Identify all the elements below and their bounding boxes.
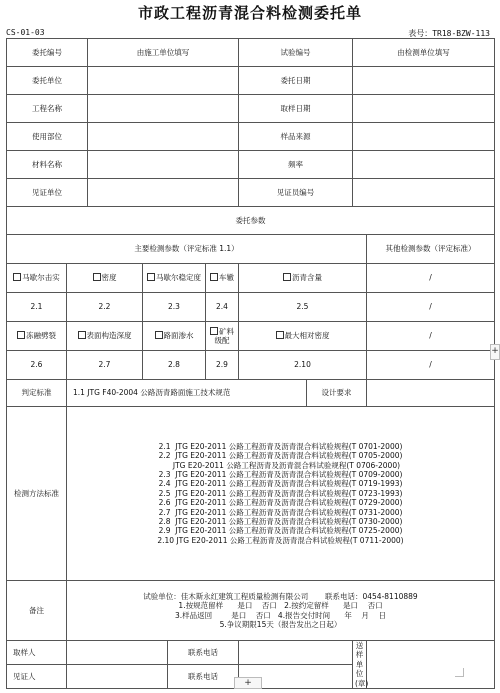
- sampling-date-value[interactable]: [353, 95, 495, 123]
- param-asphalt-content[interactable]: 沥青含量: [239, 264, 367, 293]
- param-code: 2.8: [143, 351, 206, 380]
- param-other-1: /: [367, 264, 495, 293]
- document-title: 市政工程沥青混合料检测委托单: [137, 4, 362, 22]
- notes-content: 试验单位：佳木斯永红建筑工程质量检测有限公司 联系电话：0454-8110889 1.按规范留样 是口 否口 2.按约定留样 是口 否口 3.样品返回 是口 否口 4.报告交付时间 年 月 日 5.争议期限15天（报告发出之日起）: [67, 581, 495, 641]
- sampler-phone-value[interactable]: [239, 641, 353, 665]
- commission-no-label: 委托编号: [7, 39, 88, 67]
- witness-value[interactable]: [67, 664, 168, 688]
- param-pavement-permeability[interactable]: 路面渗水: [143, 322, 206, 351]
- param-freeze-thaw-split[interactable]: 冻融劈裂: [7, 322, 67, 351]
- sampler-phone-label: 联系电话: [168, 641, 239, 665]
- material-name-value[interactable]: [88, 151, 239, 179]
- param-code: 2.4: [206, 293, 239, 322]
- checkbox[interactable]: [93, 273, 101, 281]
- param-code: 2.3: [143, 293, 206, 322]
- param-max-relative-density[interactable]: 最大相对密度: [239, 322, 367, 351]
- checkbox[interactable]: [210, 327, 218, 335]
- checkbox[interactable]: [17, 331, 25, 339]
- sampler-label: 取样人: [7, 641, 67, 665]
- checkbox[interactable]: [155, 331, 163, 339]
- witness-no-label: 见证员编号: [239, 179, 353, 207]
- commission-unit-label: 委托单位: [7, 67, 88, 95]
- param-marshall-compaction[interactable]: 马歇尔击实: [7, 264, 67, 293]
- witness-no-value[interactable]: [353, 179, 495, 207]
- add-column-plus-icon[interactable]: +: [490, 344, 500, 360]
- main-params-label: 主要检测参数（评定标准 1.1）: [7, 235, 367, 264]
- commission-date-label: 委托日期: [239, 67, 353, 95]
- param-code: 2.1: [7, 293, 67, 322]
- param-code: /: [367, 351, 495, 380]
- design-requirement-label: 设计要求: [307, 380, 367, 407]
- witness-label: 见证人: [7, 664, 67, 688]
- param-code: 2.6: [7, 351, 67, 380]
- corner-mark-icon: [455, 668, 464, 677]
- material-name-label: 材料名称: [7, 151, 88, 179]
- params-header: 委托参数: [7, 207, 495, 235]
- design-requirement-value[interactable]: [367, 380, 495, 407]
- project-name-label: 工程名称: [7, 95, 88, 123]
- sample-source-label: 样品来源: [239, 123, 353, 151]
- param-code: 2.10: [239, 351, 367, 380]
- commission-form-table: [6, 38, 495, 689]
- param-code: 2.7: [67, 351, 143, 380]
- witness-phone-label: 联系电话: [168, 664, 239, 688]
- checkbox[interactable]: [13, 273, 21, 281]
- test-no-label: 试验编号: [239, 39, 353, 67]
- param-density[interactable]: 密度: [67, 264, 143, 293]
- standard-value: 1.1 JTG F40-2004 公路沥青路面施工技术规范: [67, 380, 307, 407]
- param-code: /: [367, 293, 495, 322]
- usage-part-label: 使用部位: [7, 123, 88, 151]
- param-rutting[interactable]: 车辙: [206, 264, 239, 293]
- methods-list: 2.1 JTG E20-2011 公路工程沥青及沥青混合料试验规程(T 0701-2000) 2.2 JTG E20-2011 公路工程沥青及沥青混合料试验规程(T 0705-2000) JTG E20-2011 公路工程沥青及沥青混合料试验规程(T 0706-2000) 2.3 JTG E20-2011 公路工程沥青及沥青混合料试验规程(T 0709-2000) 2.4 JTG E20-2011 公路工程沥青及沥青混合料试验规程(T 0719-1993) 2.5 JTG E20-2011 公路工程沥青及沥青混合料试验规程(T 0723-1993) 2.6 JTG E20-2011 公路工程沥青及沥青混合料试验规程(T 0729-2000) 2.7 JTG E20-2011 公路工程沥青及沥青混合料试验规程(T 0731-2000) 2.8 JTG E20-2011 公路工程沥青及沥青混合料试验规程(T 0730-2000) 2.9 JTG E20-2011 公路工程沥青及沥青混合料试验规程(T 0725-2000) 2.10 JTG E20-2011 公路工程沥青及沥青混合料试验规程(T 0711-2000): [67, 407, 495, 581]
- checkbox[interactable]: [210, 273, 218, 281]
- param-code: 2.9: [206, 351, 239, 380]
- param-code: 2.5: [239, 293, 367, 322]
- param-marshall-stability[interactable]: 马歇尔稳定度: [143, 264, 206, 293]
- witness-unit-label: 见证单位: [7, 179, 88, 207]
- param-code: 2.2: [67, 293, 143, 322]
- commission-unit-value[interactable]: [88, 67, 239, 95]
- sender-unit-seal[interactable]: [367, 641, 495, 689]
- commission-no-value[interactable]: 由施工单位填写: [88, 39, 239, 67]
- add-row-plus-icon[interactable]: +: [234, 677, 262, 689]
- methods-label: 检测方法标准: [7, 407, 67, 581]
- sampling-date-label: 取样日期: [239, 95, 353, 123]
- checkbox[interactable]: [147, 273, 155, 281]
- notes-label: 备注: [7, 581, 67, 641]
- form-code: CS-01-03: [6, 28, 45, 37]
- param-other-2: /: [367, 322, 495, 351]
- param-texture-depth[interactable]: 表面构造深度: [67, 322, 143, 351]
- sender-unit-label: 送样单位(章): [353, 641, 367, 689]
- usage-part-value[interactable]: [88, 123, 239, 151]
- other-params-label: 其他检测参数（评定标准）: [367, 235, 495, 264]
- test-no-value[interactable]: 由检测单位填写: [353, 39, 495, 67]
- frequency-value[interactable]: [353, 151, 495, 179]
- checkbox[interactable]: [276, 331, 284, 339]
- witness-unit-value[interactable]: [88, 179, 239, 207]
- sample-source-value[interactable]: [353, 123, 495, 151]
- table-number: 表号：TR18-BZW-113: [408, 29, 490, 38]
- sampler-value[interactable]: [67, 641, 168, 665]
- checkbox[interactable]: [78, 331, 86, 339]
- frequency-label: 频率: [239, 151, 353, 179]
- checkbox[interactable]: [283, 273, 291, 281]
- commission-date-value[interactable]: [353, 67, 495, 95]
- project-name-value[interactable]: [88, 95, 239, 123]
- param-aggregate-gradation[interactable]: 矿料级配: [206, 322, 239, 351]
- standard-label: 判定标准: [7, 380, 67, 407]
